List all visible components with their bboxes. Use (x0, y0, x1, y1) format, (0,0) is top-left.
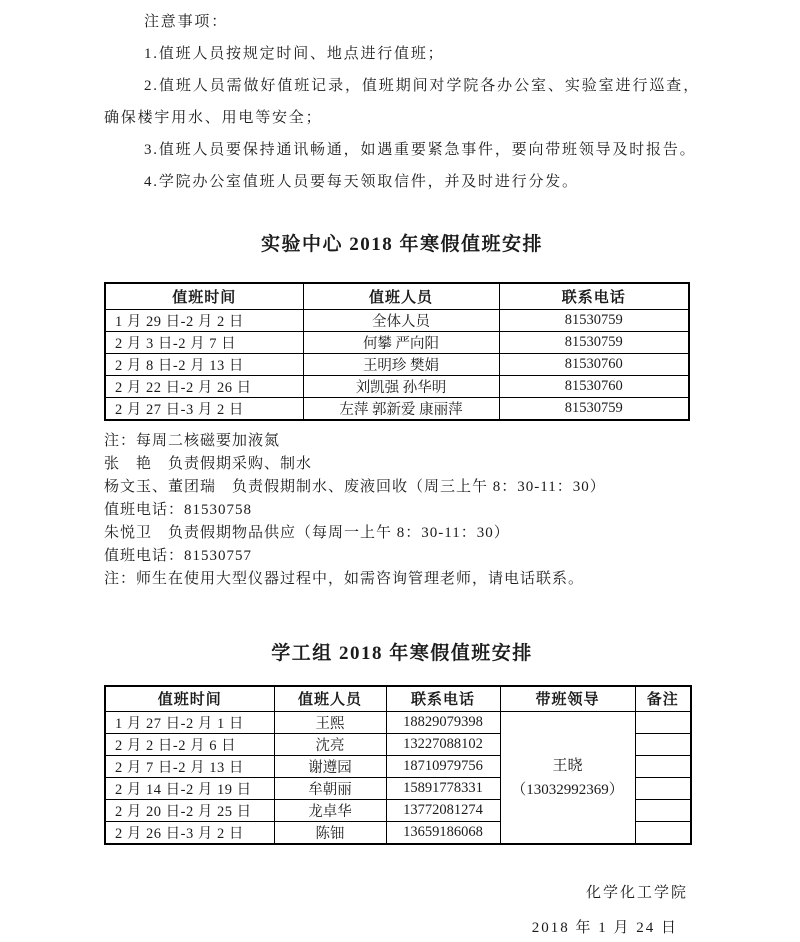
phone-cell: 81530760 (499, 375, 689, 397)
duty-time-cell: 2 月 8 日-2 月 13 日 (105, 353, 303, 375)
duty-staff-cell: 牟朝丽 (274, 778, 386, 800)
phone-cell: 13659186068 (386, 822, 500, 845)
table-row (105, 397, 689, 420)
table-header-row (105, 283, 689, 309)
notice-item-2: 2.值班人员需做好值班记录，值班期间对学院各办公室、实验室进行巡查，确保楼宇用水、用电等安全； (104, 78, 700, 126)
duty-staff-cell: 全体人员 (303, 309, 499, 331)
duty-staff-cell: 何攀 严向阳 (303, 331, 499, 353)
col-header-phone: 联系电话 (386, 686, 500, 712)
duty-time-cell: 2 月 20 日-2 月 25 日 (105, 800, 274, 822)
remark-cell (635, 734, 691, 756)
phone-cell: 13227088102 (386, 734, 500, 756)
note-line: 杨文玉、董团瑞 负责假期制水、废液回收（周三上午 8：30-11：30） (104, 478, 606, 495)
lab-center-duty-table (104, 282, 690, 421)
note-line: 朱悦卫 负责假期物品供应（每周一上午 8：30-11：30） (104, 524, 510, 541)
signature-org: 化学化工学院 (585, 885, 688, 901)
table-row (105, 375, 689, 397)
duty-time-cell: 2 月 27 日-3 月 2 日 (105, 397, 303, 420)
col-header-duty-staff: 值班人员 (303, 283, 499, 309)
duty-staff-cell: 王明珍 樊娟 (303, 353, 499, 375)
lab-center-notes (104, 430, 700, 591)
phone-cell: 13772081274 (386, 800, 500, 822)
duty-staff-cell: 谢遵园 (274, 756, 386, 778)
lab-center-title: 实验中心 2018 年寒假值班安排 (260, 234, 543, 255)
note-line: 张 艳 负责假期采购、制水 (104, 455, 313, 472)
duty-time-cell: 1 月 29 日-2 月 2 日 (105, 309, 303, 331)
col-header-remark: 备注 (635, 686, 691, 712)
leader-phone: （13032992369） (511, 781, 624, 798)
notice-section (104, 6, 700, 198)
table-header-row (105, 686, 691, 712)
col-header-duty-staff: 值班人员 (274, 686, 386, 712)
document-content (104, 6, 700, 940)
note-line: 注：每周二核磁要加液氮 (104, 432, 281, 449)
col-header-phone: 联系电话 (499, 283, 689, 309)
duty-time-cell: 2 月 7 日-2 月 13 日 (105, 756, 274, 778)
phone-cell: 18829079398 (386, 712, 500, 734)
duty-staff-cell: 龙卓华 (274, 800, 386, 822)
phone-cell: 81530759 (499, 397, 689, 420)
note-line: 注：师生在使用大型仪器过程中，如需咨询管理老师，请电话联系。 (104, 570, 585, 587)
remark-cell (635, 756, 691, 778)
leader-cell (500, 712, 635, 845)
duty-staff-cell: 沈亮 (274, 734, 386, 756)
duty-staff-cell: 王熙 (274, 712, 386, 734)
phone-cell: 15891778331 (386, 778, 500, 800)
leader-name: 王晓 (552, 757, 583, 774)
duty-time-cell: 2 月 22 日-2 月 26 日 (105, 375, 303, 397)
col-header-duty-time: 值班时间 (105, 283, 303, 309)
table-row (105, 712, 691, 734)
duty-time-cell: 2 月 26 日-3 月 2 日 (105, 822, 274, 845)
col-header-leader: 带班领导 (500, 686, 635, 712)
remark-cell (635, 822, 691, 845)
phone-cell: 81530759 (499, 309, 689, 331)
remark-cell (635, 778, 691, 800)
notice-item-3: 3.值班人员要保持通讯畅通，如遇重要紧急事件，要向带班领导及时报告。 (144, 142, 697, 158)
col-header-duty-time: 值班时间 (105, 686, 274, 712)
table-row (105, 309, 689, 331)
phone-cell: 18710979756 (386, 756, 500, 778)
phone-cell: 81530759 (499, 331, 689, 353)
remark-cell (635, 712, 691, 734)
notice-heading: 注意事项： (144, 14, 229, 30)
signature-block (104, 881, 700, 940)
student-group-duty-table (104, 685, 692, 846)
student-group-title: 学工组 2018 年寒假值班安排 (271, 642, 533, 664)
duty-staff-cell: 刘凯强 孙华明 (303, 375, 499, 397)
notice-item-1: 1.值班人员按规定时间、地点进行值班； (144, 46, 445, 62)
note-line: 值班电话：81530757 (104, 547, 253, 564)
signature-date: 2018 年 1 月 24 日 (531, 920, 678, 936)
table-row (105, 331, 689, 353)
note-line: 值班电话：81530758 (104, 501, 253, 518)
duty-staff-cell: 陈钿 (274, 822, 386, 845)
notice-item-4: 4.学院办公室值班人员要每天领取信件，并及时进行分发。 (144, 174, 579, 190)
remark-cell (635, 800, 691, 822)
table-row (105, 353, 689, 375)
duty-time-cell: 2 月 14 日-2 月 19 日 (105, 778, 274, 800)
duty-staff-cell: 左萍 郭新爱 康丽萍 (303, 397, 499, 420)
duty-time-cell: 1 月 27 日-2 月 1 日 (105, 712, 274, 734)
duty-time-cell: 2 月 3 日-2 月 7 日 (105, 331, 303, 353)
phone-cell: 81530760 (499, 353, 689, 375)
duty-time-cell: 2 月 2 日-2 月 6 日 (105, 734, 274, 756)
